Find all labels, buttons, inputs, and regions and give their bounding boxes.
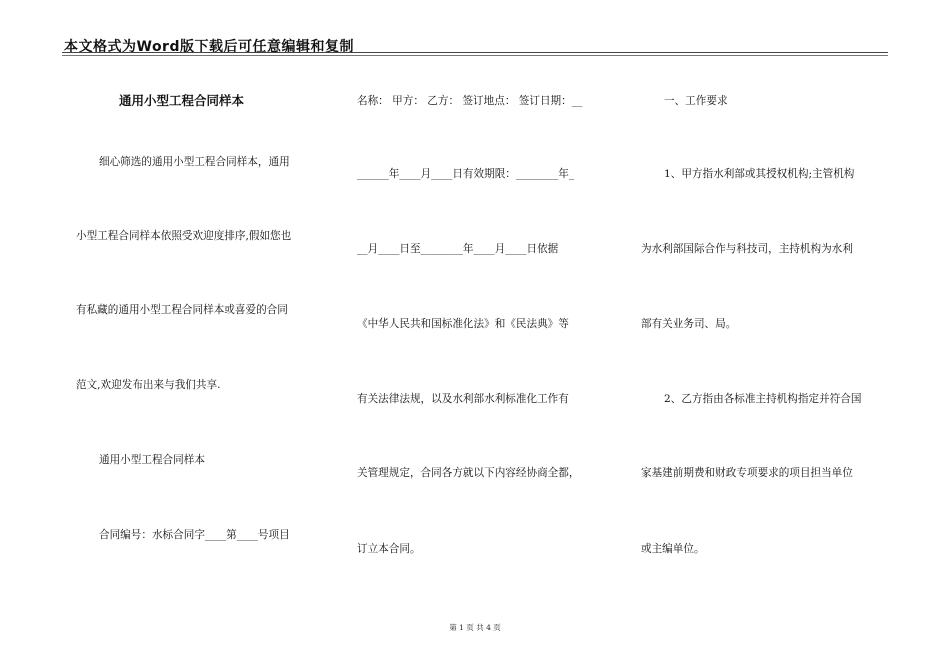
paragraph-line: 有私藏的通用小型工程合同样本或喜爱的合同 <box>76 304 288 316</box>
section-heading: 一、工作要求 <box>664 95 728 107</box>
paragraph-line: 《中华人民共和国标准化法》和《民法典》等 <box>357 318 569 330</box>
paragraph-line: 家基建前期费和财政专项要求的项目担当单位 <box>641 467 853 479</box>
paragraph-line: 1、甲方指水利部或其授权机构;主管机构 <box>664 168 855 180</box>
paragraph-line: 有关法律法规，以及水利部水利标准化工作有 <box>357 393 569 405</box>
paragraph-line: 关管理规定，合同各方就以下内容经协商全都， <box>357 467 580 479</box>
paragraph-line: 范文,欢迎发布出来与我们共享. <box>76 379 221 391</box>
document-header-banner: 本文格式为Word版下载后可任意编辑和复制 <box>64 39 354 55</box>
header-divider-thin <box>62 55 888 56</box>
paragraph-line: 为水利部国际合作与科技司，主持机构为水利 <box>641 243 853 255</box>
contract-number-line: 合同编号：水标合同字____第____号项目 <box>99 529 290 541</box>
paragraph-line: __月____日至________年____月____日依据 <box>357 243 559 255</box>
section-heading: 通用小型工程合同样本 <box>99 454 205 466</box>
paragraph-line: 或主编单位。 <box>641 543 705 555</box>
paragraph-line: 细心筛选的通用小型工程合同样本，通用 <box>99 156 290 168</box>
header-divider <box>62 52 888 53</box>
paragraph-line: 名称： 甲方： 乙方： 签订地点： 签订日期：__ <box>357 95 583 107</box>
paragraph-line: 小型工程合同样本依照受欢迎度排序,假如您也 <box>76 230 292 242</box>
document-title: 通用小型工程合同样本 <box>119 93 245 108</box>
page-indicator: 第 1 页 共 4 页 <box>449 623 501 632</box>
paragraph-line: 2、乙方指由各标准主持机构指定并符合国 <box>664 393 862 405</box>
paragraph-line: 部有关业务司、局。 <box>641 318 737 330</box>
paragraph-line: 订立本合同。 <box>357 543 421 555</box>
paragraph-line: ______年____月____日有效期限：________年_ <box>357 168 575 180</box>
